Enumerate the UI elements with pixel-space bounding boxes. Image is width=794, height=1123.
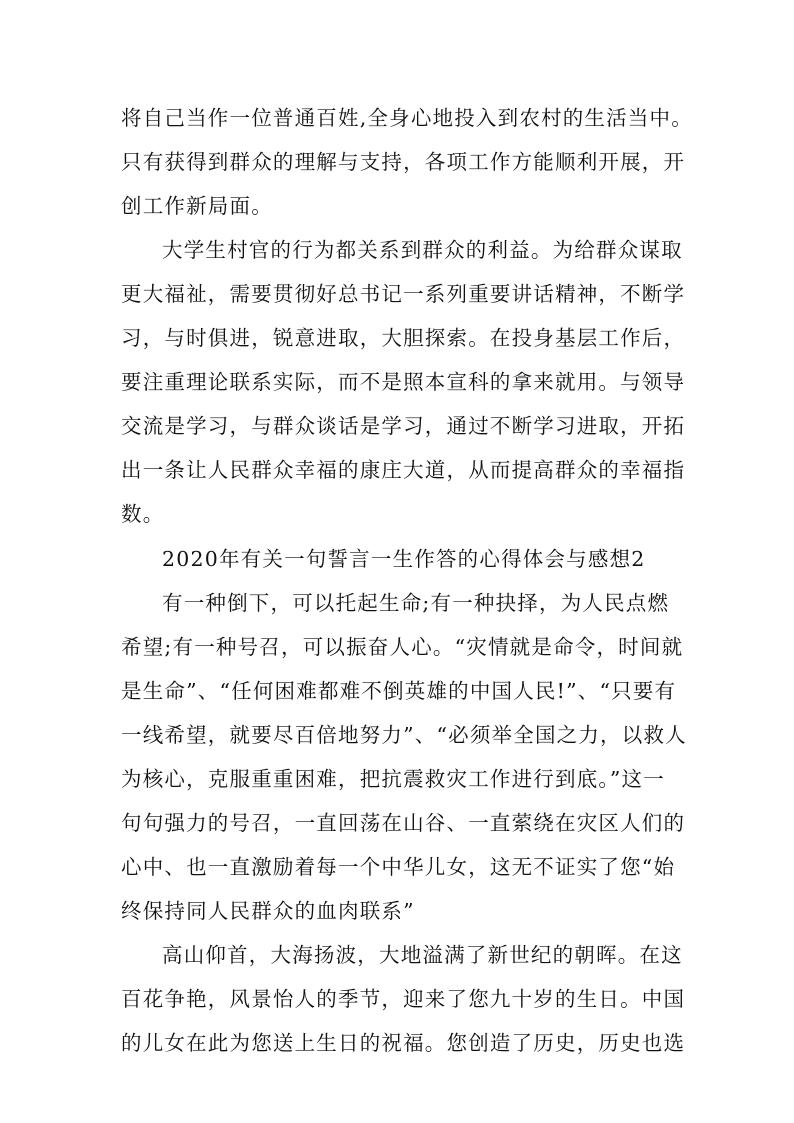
text-line: 为核心，克服重重困难，把抗震救灾工作进行到底。”这一 bbox=[121, 767, 665, 791]
text-line: 百花争艳，风景怡人的季节，迎来了您九十岁的生日。中国 bbox=[121, 987, 686, 1011]
section-heading: 2020年有关一句誓言一生作答的心得体会与感想2 bbox=[162, 547, 646, 571]
text-line: 交流是学习，与群众谈话是学习，通过不断学习进取，开拓 bbox=[121, 414, 686, 438]
text-line: 创工作新局面。 bbox=[121, 194, 273, 218]
text-line: 一线希望，就要尽百倍地努力”、“必须举全国之力，以救人 bbox=[121, 723, 687, 747]
text-line: 要注重理论联系实际，而不是照本宣科的拿来就用。与领导 bbox=[121, 370, 686, 394]
paragraph-start-line: 有一种倒下，可以托起生命;有一种抉择，为人民点燃 bbox=[162, 591, 670, 615]
text-line: 只有获得到群众的理解与支持，各项工作方能顺利开展，开 bbox=[121, 150, 686, 174]
paragraph-start-line: 大学生村官的行为都关系到群众的利益。为给群众谋取 bbox=[162, 238, 683, 262]
text-line: 是生命”、“任何困难都难不倒英雄的中国人民!”、“只要有 bbox=[121, 679, 677, 703]
text-line: 将自己当作一位普通百姓,全身心地投入到农村的生活当中。 bbox=[121, 106, 693, 130]
text-line: 句句强力的号召，一直回荡在山谷、一直萦绕在灾区人们的 bbox=[121, 811, 686, 835]
text-line: 更大福祉，需要贯彻好总书记一系列重要讲话精神，不断学 bbox=[121, 282, 686, 306]
text-line: 数。 bbox=[121, 502, 165, 526]
paragraph-start-line: 高山仰首，大海扬波，大地溢满了新世纪的朝晖。在这 bbox=[162, 943, 683, 967]
text-line: 终保持同人民群众的血肉联系” bbox=[121, 899, 415, 923]
text-line: 希望;有一种号召，可以振奋人心。“灾情就是命令，时间就 bbox=[121, 635, 684, 659]
text-line: 的儿女在此为您送上生日的祝福。您创造了历史，历史也选 bbox=[121, 1031, 686, 1055]
text-line: 出一条让人民群众幸福的康庄大道，从而提高群众的幸福指 bbox=[121, 458, 686, 482]
text-line: 习，与时俱进，锐意进取，大胆探索。在投身基层工作后， bbox=[121, 326, 686, 350]
text-line: 心中、也一直激励着每一个中华儿女，这无不证实了您“始 bbox=[121, 855, 676, 879]
